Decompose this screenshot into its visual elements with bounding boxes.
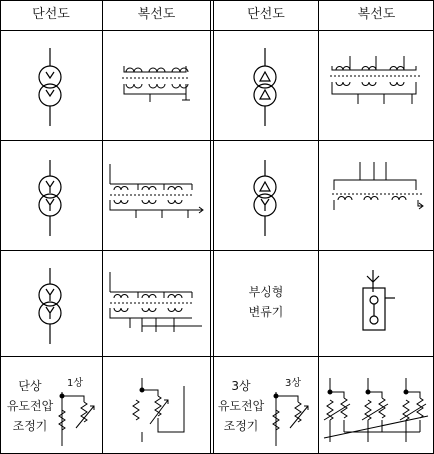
three-phase-induction-voltage-regulator-label: 3상 유도전압 조정기 — [217, 379, 265, 433]
header-single-line-right: 단선도 — [247, 7, 285, 22]
three-phase-regulator-double-line-diagram — [320, 376, 432, 450]
three-phase-regulator-single-line-symbol — [272, 384, 314, 450]
single-phase-induction-voltage-regulator-label: 단상 유도전압 조정기 — [6, 379, 54, 433]
bushing-current-transformer-label: 부싱형 변류기 — [248, 285, 284, 319]
three-phase-transformer-double-line-diagram-wye-wye — [106, 270, 206, 340]
three-phase-tag: 3상 — [284, 378, 302, 389]
transformer-wye-single-line-symbol — [30, 160, 70, 240]
transformer-single-line-symbol — [30, 48, 70, 128]
single-phase-regulator-double-line-diagram — [124, 376, 190, 446]
header-single-line-left: 단선도 — [32, 7, 70, 22]
transformer-delta-single-line-symbol — [245, 48, 285, 128]
transformer-wye-wye-single-line-symbol — [30, 268, 70, 348]
header-double-line-left: 복선도 — [137, 7, 176, 22]
single-phase-tag: 1상 — [66, 378, 84, 389]
transformer-delta-wye-single-line-symbol — [245, 160, 285, 240]
three-phase-transformer-double-line-diagram-delta-wye — [330, 160, 426, 220]
bushing-current-transformer-symbol — [355, 268, 401, 338]
three-phase-transformer-double-line-diagram — [328, 54, 424, 106]
three-phase-transformer-double-line-diagram-wye — [106, 162, 206, 222]
transformer-double-line-diagram — [116, 62, 198, 106]
header-double-line-right: 복선도 — [357, 7, 396, 22]
single-phase-regulator-single-line-symbol — [58, 384, 100, 450]
